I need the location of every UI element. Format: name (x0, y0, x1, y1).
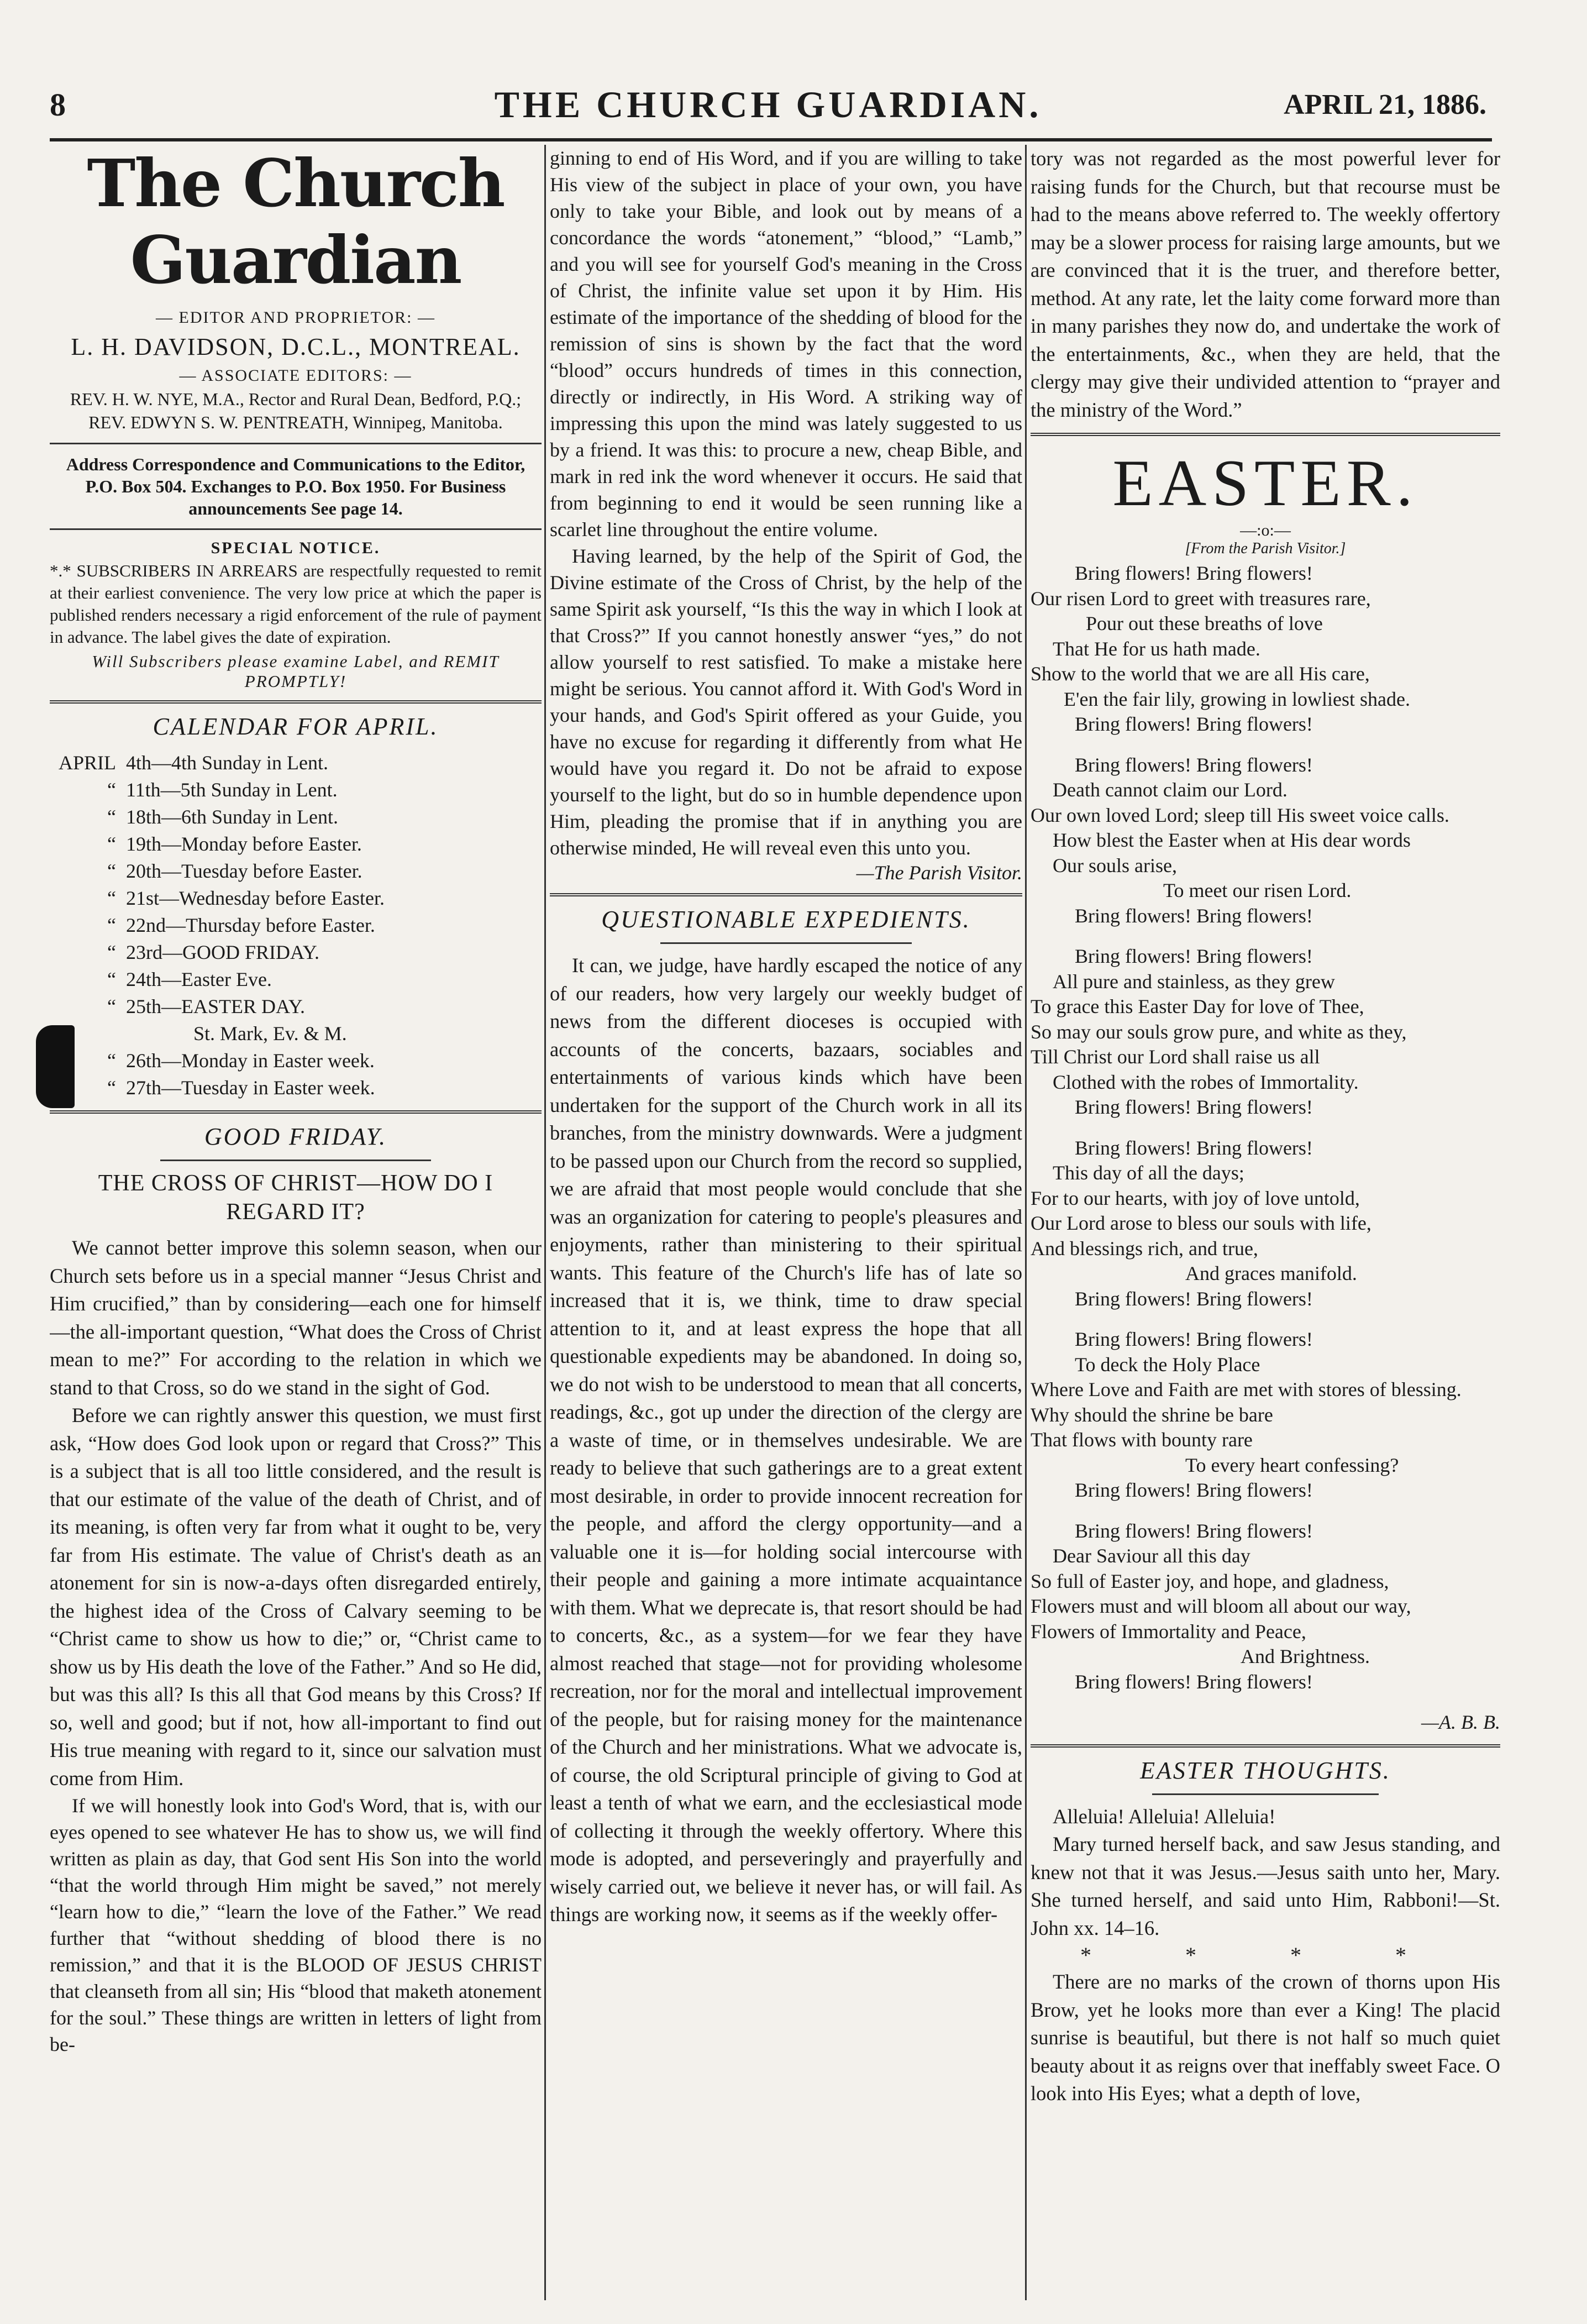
poem-line: Our Lord arose to bless our souls with life, (1031, 1212, 1371, 1234)
poem-line: How blest the Easter when at His dear words (1053, 829, 1411, 851)
divider (1031, 433, 1500, 436)
divider (660, 942, 912, 944)
calendar-mark: “ (107, 1050, 116, 1072)
article-paragraph: ginning to end of His Word, and if you are willing to take His view of the subject in place of your own, you have only to take your Bible, and look out by means of a concordance the words “atonement,” “blood,” “Lamb,” and you will see for yourself God's meaning in the Cross of Christ, the infinite value set upon it by Him. His estimate of the importance of the shedding of blood for the remission of sins is shown by the fact that the word “blood” occurs hundreds of times in this connection, directly or indirectly, in His Word. A striking way of impressing this upon the mind was lately suggested to us by a friend. It was this: to procure a new, cheap Bible, and mark in red ink the word whenever it occurs. He said that from beginning to end it would be seen running like a scarlet line throughout the entire volume. (550, 147, 1022, 541)
poem-source: [From the Parish Visitor.] (1185, 540, 1346, 557)
calendar-mark: “ (107, 833, 116, 855)
divider (550, 893, 1022, 896)
calendar-text: 4th—4th Sunday in Lent. (126, 752, 328, 774)
calendar-mark: “ (107, 941, 116, 963)
editorial-paragraph: It can, we judge, have hardly escaped the notice of any of our readers, how very largely our weekly budget of news from the different dioceses is occupied with accounts of the concerts, bazaars, sociables and entertainments of various kinds which have been undertaken for the support of the Church work in all its branches, from the ministry downwards. Were a judgment to be passed upon our Church from the record so supplied, we are afraid that most people would conclude that she was an organization for catering to people's pleasures and enjoyments, rather than ministering to their spiritual wants. This feature of the Church's life has of late so increased that it is, we think, time to draw special attention to it, and at least express the hope that all questionable expedients may be abandoned. In doing so, we do not wish to be understood to mean that all concerts, readings, &c., got up under the direction of the clergy are a waste of time, or in themselves undesirable. We are ready to believe that such gatherings are to a great extent most desirable, in order to provide innocent recreation for the people, and afford the clergy opportunity—and a valuable one it is—for holding social intercourse with their people and gaining a more intimate acquaintance with them. What we deprecate is, that resort should be had to concerts, &c., as a system—for we fear they have almost reached that stage—not for providing wholesome recreation, nor for the moral and intellectual improvement of the people, but for raising money for the maintenance of the Church and her ministrations. What we advocate is, of course, the old Scriptural principle of giving to God at least a tenth of what we earn, and the ecclesiastical mode of collecting it through the weekly offertory. Where this mode is adopted, and perseveringly and prayerfully and wisely carried out, we believe it never has, or will fail. As things are working now, it seems as if the weekly offer- (550, 954, 1022, 1926)
poem-line: For to our hearts, with joy of love untold, (1031, 1187, 1360, 1209)
poem-line: Where Love and Faith are met with stores of blessing. (1031, 1378, 1462, 1400)
article-source: —The Parish Visitor. (856, 862, 1022, 884)
running-header (50, 83, 1486, 144)
poem-line: To every heart confessing? (1185, 1454, 1399, 1476)
divider (50, 443, 542, 444)
calendar-text: 26th—Monday in Easter week. (126, 1050, 375, 1072)
article-paragraph: Having learned, by the help of the Spirit of God, the Divine estimate of the Cross of Christ, by the help of the same Spirit ask yourself, “Is this the way in which I look at that Cross?” If you cannot honestly answer “yes,” do not allow yourself to rest satisfied. To make a mistake here might be serious. You cannot afford it. With God's Word in your hands, and God's Spirit offered as your Guide, you have no excuse for regarding it differently from what He would have you regard it. Do not be afraid to expose yourself to the light, but do so in humble dependence upon Him, pleading the promise that if in anything you are otherwise minded, He will reveal even this unto you. (550, 545, 1022, 859)
poem-line: Our own loved Lord; sleep till His sweet voice calls. (1031, 804, 1449, 826)
easter-title: EASTER. (1112, 446, 1418, 520)
poem-line: And blessings rich, and true, (1031, 1237, 1258, 1260)
divider (50, 1110, 542, 1114)
calendar-text: 20th—Tuesday before Easter. (126, 860, 362, 882)
calendar-title: CALENDAR FOR APRIL. (153, 713, 439, 740)
poem-line: Flowers must and will bloom all about our way, (1031, 1595, 1411, 1617)
poem-line: Bring flowers! Bring flowers! (1075, 562, 1313, 584)
poem-line: Why should the shrine be bare (1031, 1403, 1273, 1426)
poem-stanza (1031, 1136, 1500, 1312)
good-friday-title: GOOD FRIDAY. (204, 1123, 387, 1150)
poem-line: Our risen Lord to greet with treasures rare, (1031, 587, 1371, 610)
calendar-entry (50, 1074, 542, 1101)
calendar-mark: “ (107, 806, 116, 828)
calendar-text: 21st—Wednesday before Easter. (126, 887, 385, 909)
special-notice-footer: Will Subscribers please examine Label, and REMIT PROMPTLY! (92, 652, 500, 691)
running-title: THE CHURCH GUARDIAN. (494, 83, 1042, 125)
calendar-mark: “ (107, 887, 116, 909)
thoughts-paragraph: There are no marks of the crown of thorns upon His Brow, yet he looks more than ever a King! The placid sunrise is beautiful, but there is not half so much quiet beauty about it as reigns over that ineffably sweet Face. O look into His Eyes; what a depth of love, (1031, 1970, 1500, 2105)
poem-line: Bring flowers! Bring flowers! (1075, 1287, 1313, 1310)
poem-stanza (1031, 1519, 1500, 1695)
issue-date: APRIL 21, 1886. (1284, 89, 1486, 120)
calendar-entry (50, 749, 542, 777)
calendar-text: 27th—Tuesday in Easter week. (126, 1077, 375, 1099)
article-paragraph: If we will honestly look into God's Word, that is, with our eyes opened to see whatever He has to show us, we will find written as plain as day, that God sent His Son into the world “that the world through Him might be saved,” not merely “learn how to die,” “learn the love of the Father.” We read further that “without shedding of blood there is no remission,” and that it is the BLOOD OF JESUS CHRIST that cleanseth from all sin; His “blood that maketh atonement for the soul.” These things are written in letters of light from be- (50, 1795, 542, 2055)
poem-line: That flows with bounty rare (1031, 1429, 1253, 1451)
poem-line: Dear Saviour all this day (1053, 1545, 1250, 1567)
easter-thoughts-title: EASTER THOUGHTS. (1140, 1756, 1391, 1784)
calendar-text: 18th—6th Sunday in Lent. (126, 806, 338, 828)
calendar-entry (50, 966, 542, 993)
divider (160, 1160, 431, 1161)
poem-line: To deck the Holy Place (1075, 1353, 1260, 1376)
poem-signature: —A. B. B. (1421, 1711, 1500, 1733)
poem-line: And graces manifold. (1185, 1262, 1357, 1284)
poem-line: To meet our risen Lord. (1163, 879, 1352, 901)
calendar-mark: “ (107, 860, 116, 882)
poem-line: And Brightness. (1241, 1645, 1370, 1667)
associate-names: REV. H. W. NYE, M.A., Rector and Rural Dean, Bedford, P.Q.; REV. EDWYN S. W. PENTREATH, Winnipeg, Manitoba. (70, 389, 522, 432)
poem-line: Bring flowers! Bring flowers! (1075, 1328, 1313, 1350)
poem-line: Bring flowers! Bring flowers! (1075, 1670, 1313, 1693)
easter-poem (1031, 561, 1500, 1735)
calendar-entry (50, 912, 542, 939)
editorial-paragraph: tory was not regarded as the most powerful lever for raising funds for the Church, but that recourse must be had to the means above referred to. The weekly offertory may be a slower process for raising large amounts, but we are convinced that it is the truer, and therefore better, method. At any rate, let the laity come forward more than in many parishes they now do, and undertake the work of the entertainments, &c., when they are held, that the clergy may give their undivided attention to “prayer and the ministry of the Word.” (1031, 147, 1500, 421)
section-stars: * * * * (1080, 1943, 1451, 1968)
article-paragraph: Before we can rightly answer this question, we must first ask, “How does God look upon or regard that Cross?” This is a subject that is all too little considered, and the result is that our estimate of the value of the death of Christ, and of its meaning, is often very far from what it ought to be, very far from His estimate. The value of Christ's death as an atonement for sin is now-a-days often disregarded entirely, the highest idea of the Cross of Calvary seeming to be “Christ came to show us how to die;” or, “Christ came to show us by His death the love of the Father.” And so He did, but was this all? Is this all that God means by this Cross? If so, well and good; but if not, how all-important to find out His true meaning with regard to it, since our salvation must come from Him. (50, 1404, 542, 1790)
poem-line: So may our souls grow pure, and white as they, (1031, 1020, 1407, 1043)
associate-heading: — ASSOCIATE EDITORS: — (179, 366, 412, 385)
poem-line: Flowers of Immortality and Peace, (1031, 1620, 1306, 1643)
calendar-mark: “ (107, 779, 116, 801)
poem-line: Till Christ our Lord shall raise us all (1031, 1046, 1320, 1068)
poem-line: Bring flowers! Bring flowers! (1075, 1136, 1313, 1159)
calendar-mark: “ (107, 1077, 116, 1099)
poem-line: Bring flowers! Bring flowers! (1075, 1096, 1313, 1118)
calendar-list (50, 749, 542, 1101)
divider (50, 528, 542, 530)
ornament: —:o:— (1240, 521, 1291, 539)
scripture-paragraph: Mary turned herself back, and saw Jesus standing, and knew not that it was Jesus.—Jesus saith unto her, Mary. She turned herself, and said unto Him, Rabboni!—St. John xx. 14–16. (1031, 1833, 1500, 1939)
calendar-text: 11th—5th Sunday in Lent. (126, 779, 338, 801)
calendar-text: 22nd—Thursday before Easter. (126, 914, 375, 936)
address-note: Address Correspondence and Communications to the Editor, P.O. Box 504. Exchanges to P.O. Box 1950. For Business announcements See page 14. (66, 454, 526, 518)
calendar-text: 25th—EASTER DAY. (126, 995, 306, 1017)
poem-line: Bring flowers! Bring flowers! (1075, 753, 1313, 776)
calendar-entry (50, 939, 542, 966)
special-notice-body: *.* SUBSCRIBERS IN ARREARS are respectfully requested to remit at their earliest convenience. The very low price at which the paper is published renders necessary a rigid enforcement of the rule of payment in advance. The label gives the date of expiration. (50, 561, 542, 647)
poem-line: All pure and stainless, as they grew (1053, 970, 1335, 993)
calendar-entry (50, 885, 542, 912)
column-divider (1025, 145, 1027, 2300)
editor-name: L. H. DAVIDSON, D.C.L., MONTREAL. (71, 333, 521, 360)
calendar-entry (50, 858, 542, 885)
questionable-title: QUESTIONABLE EXPEDIENTS. (601, 906, 971, 933)
masthead-title: The Church Guardian (87, 145, 505, 298)
poem-line: So full of Easter joy, and hope, and gladness, (1031, 1570, 1389, 1592)
divider (50, 700, 542, 704)
calendar-entry (50, 1047, 542, 1074)
column-1 (50, 145, 542, 2300)
page-number: 8 (50, 87, 66, 123)
calendar-mark: “ (107, 968, 116, 990)
poem-stanza (1031, 561, 1500, 737)
calendar-text: 19th—Monday before Easter. (126, 833, 362, 855)
header-rule (50, 138, 1492, 141)
column-3 (1031, 145, 1500, 2300)
alleluia-line: Alleluia! Alleluia! Alleluia! (1053, 1804, 1276, 1828)
calendar-entry (50, 777, 542, 804)
editor-heading: — EDITOR AND PROPRIETOR: — (156, 308, 435, 327)
calendar-entry (50, 804, 542, 831)
poem-line: E'en the fair lily, growing in lowliest shade. (1064, 688, 1411, 710)
article-title: THE CROSS OF CHRIST—HOW DO I REGARD IT? (98, 1171, 493, 1225)
poem-line: Our souls arise, (1053, 854, 1177, 877)
poem-line: Bring flowers! Bring flowers! (1075, 1519, 1313, 1542)
calendar-entry (50, 993, 542, 1020)
calendar-mark: “ (107, 995, 116, 1017)
poem-line: This day of all the days; (1053, 1162, 1244, 1184)
column-2 (550, 145, 1022, 2300)
calendar-text: 23rd—GOOD FRIDAY. (126, 941, 320, 963)
calendar-mark: APRIL (58, 752, 116, 774)
poem-line: Pour out these breaths of love (1086, 612, 1323, 634)
column-divider (544, 145, 546, 2300)
poem-stanza (1031, 944, 1500, 1120)
poem-line: Bring flowers! Bring flowers! (1075, 1479, 1313, 1501)
poem-line: That He for us hath made. (1053, 637, 1260, 660)
poem-line: Bring flowers! Bring flowers! (1075, 945, 1313, 967)
calendar-indented: St. Mark, Ev. & M. (193, 1022, 347, 1045)
calendar-entry (50, 831, 542, 858)
calendar-text: 24th—Easter Eve. (126, 968, 272, 990)
poem-stanza (1031, 753, 1500, 929)
divider (1031, 1744, 1500, 1748)
poem-line: Clothed with the robes of Immortality. (1053, 1071, 1359, 1093)
calendar-mark: “ (107, 914, 116, 936)
poem-line: To grace this Easter Day for love of Thee, (1031, 995, 1364, 1017)
article-paragraph: We cannot better improve this solemn season, when our Church sets before us in a special manner “Jesus Christ and Him crucified,” than by considering—each one for himself—the all-important question, “What does the Cross of Christ mean to me?” For according to the relation in which we stand to that Cross, so do we stand in the sight of God. (50, 1236, 542, 1399)
divider (1152, 1793, 1379, 1795)
poem-stanza (1031, 1327, 1500, 1503)
poem-line: Bring flowers! Bring flowers! (1075, 904, 1313, 927)
poem-line: Show to the world that we are all His care, (1031, 663, 1370, 685)
poem-line: Death cannot claim our Lord. (1053, 779, 1288, 801)
poem-line: Bring flowers! Bring flowers! (1075, 713, 1313, 735)
special-notice-title: SPECIAL NOTICE. (211, 539, 381, 557)
